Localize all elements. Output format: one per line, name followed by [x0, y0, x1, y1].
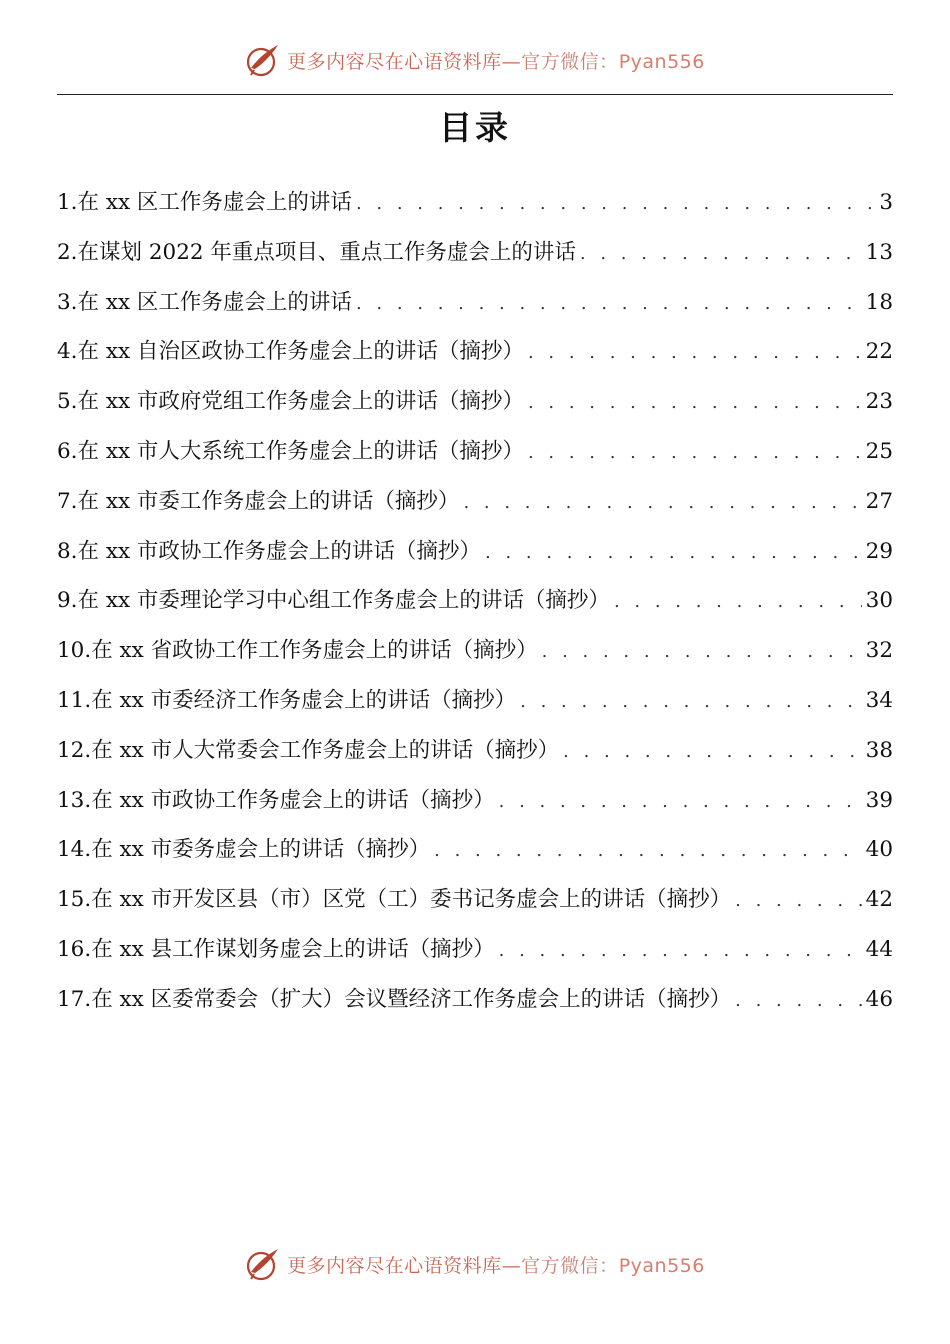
toc-entry[interactable]	[57, 183, 893, 233]
toc-entry-title: 6.在 xx 市人大系统工作务虚会上的讲话（摘抄）	[57, 438, 524, 464]
toc-page-number: 3	[879, 190, 893, 215]
toc-dot-leader	[528, 433, 862, 473]
toc-page-number: 40	[865, 837, 893, 863]
toc-entry[interactable]	[57, 332, 893, 382]
toc-page-number: 46	[865, 986, 893, 1012]
toc-dot-leader	[528, 383, 862, 423]
toc-entry-title: 5.在 xx 市政府党组工作务虚会上的讲话（摘抄）	[57, 389, 524, 415]
banner-slogan: 更多内容尽在心语资料库	[287, 1254, 502, 1277]
toc-entry[interactable]	[57, 930, 893, 980]
toc-dot-leader	[356, 284, 862, 324]
toc-page-number: 30	[865, 588, 893, 614]
toc-entry-title: 15.在 xx 市开发区县（市）区党（工）委书记务虚会上的讲话（摘抄）	[57, 887, 732, 913]
toc-entry[interactable]	[57, 830, 893, 880]
toc-entry-title: 1.在 xx 区工作务虚会上的讲话	[57, 190, 352, 215]
toc-entry[interactable]	[57, 283, 893, 333]
toc-entry[interactable]	[57, 532, 893, 582]
toc-page-number: 25	[865, 438, 893, 464]
toc-dot-leader	[520, 682, 862, 722]
toc-dot-leader	[614, 582, 862, 622]
toc-page-number: 29	[865, 538, 893, 564]
toc-page-number: 22	[865, 339, 893, 365]
table-of-contents	[57, 183, 893, 1030]
toc-dot-leader	[356, 184, 875, 224]
toc-entry[interactable]	[57, 781, 893, 831]
toc-dot-leader	[528, 333, 862, 373]
toc-entry-title: 16.在 xx 县工作谋划务虚会上的讲话（摘抄）	[57, 936, 495, 962]
toc-entry-title: 8.在 xx 市政协工作务虚会上的讲话（摘抄）	[57, 538, 481, 564]
toc-entry[interactable]	[57, 681, 893, 731]
toc-dot-leader	[580, 234, 862, 274]
toc-entry-title: 11.在 xx 市委经济工作务虚会上的讲话（摘抄）	[57, 687, 517, 713]
toc-entry[interactable]	[57, 482, 893, 532]
toc-entry-title: 4.在 xx 自治区政协工作务虚会上的讲话（摘抄）	[57, 339, 524, 365]
banner-official-label: 官方微信：	[521, 1254, 619, 1277]
banner-slogan: 更多内容尽在心语资料库	[287, 50, 502, 73]
banner-wechat-id: Pyan556	[618, 1254, 705, 1277]
toc-entry-title: 12.在 xx 市人大常委会工作务虚会上的讲话（摘抄）	[57, 737, 560, 763]
toc-entry[interactable]	[57, 581, 893, 631]
toc-entry-title: 7.在 xx 市委工作务虚会上的讲话（摘抄）	[57, 488, 460, 514]
toc-page-number: 38	[865, 737, 893, 763]
toc-dot-leader	[735, 981, 862, 1021]
toc-entry[interactable]	[57, 631, 893, 681]
toc-dot-leader	[499, 782, 862, 822]
toc-page-number: 23	[865, 389, 893, 415]
quill-logo-icon	[245, 42, 281, 78]
toc-entry[interactable]	[57, 880, 893, 930]
toc-entry[interactable]	[57, 382, 893, 432]
footer-banner	[0, 1244, 950, 1284]
toc-page-number: 13	[865, 239, 893, 265]
toc-page-number: 18	[865, 289, 893, 315]
page-title: 目录	[439, 108, 511, 147]
banner-official-label: 官方微信：	[521, 50, 619, 73]
toc-dot-leader	[434, 831, 862, 871]
toc-dot-leader	[563, 732, 862, 772]
toc-page-number: 42	[865, 887, 893, 913]
toc-entry-title: 14.在 xx 市委务虚会上的讲话（摘抄）	[57, 837, 431, 863]
toc-page-number: 39	[865, 787, 893, 813]
toc-page-number: 27	[865, 488, 893, 514]
banner-separator: —	[501, 50, 522, 73]
header-banner	[0, 40, 950, 80]
toc-dot-leader	[735, 881, 862, 921]
toc-entry[interactable]	[57, 233, 893, 283]
toc-page-number: 34	[865, 687, 893, 713]
toc-entry-title: 3.在 xx 区工作务虚会上的讲话	[57, 289, 352, 315]
toc-entry-title: 17.在 xx 区委常委会（扩大）会议暨经济工作务虚会上的讲话（摘抄）	[57, 986, 732, 1012]
toc-dot-leader	[542, 632, 862, 672]
toc-entry-title: 9.在 xx 市委理论学习中心组工作务虚会上的讲话（摘抄）	[57, 588, 610, 614]
toc-entry-title: 10.在 xx 省政协工作工作务虚会上的讲话（摘抄）	[57, 638, 538, 664]
banner-separator: —	[501, 1254, 522, 1277]
toc-entry[interactable]	[57, 980, 893, 1030]
quill-logo-icon	[245, 1246, 281, 1282]
toc-page-number: 44	[865, 936, 893, 962]
header-divider	[57, 94, 893, 95]
toc-entry[interactable]	[57, 731, 893, 781]
toc-dot-leader	[485, 533, 862, 573]
toc-dot-leader	[463, 483, 861, 523]
toc-dot-leader	[499, 931, 862, 971]
banner-wechat-id: Pyan556	[618, 50, 705, 73]
toc-entry[interactable]	[57, 432, 893, 482]
toc-page-number: 32	[865, 638, 893, 664]
toc-entry-title: 13.在 xx 市政协工作务虚会上的讲话（摘抄）	[57, 787, 495, 813]
toc-entry-title: 2.在谋划 2022 年重点项目、重点工作务虚会上的讲话	[57, 239, 576, 265]
